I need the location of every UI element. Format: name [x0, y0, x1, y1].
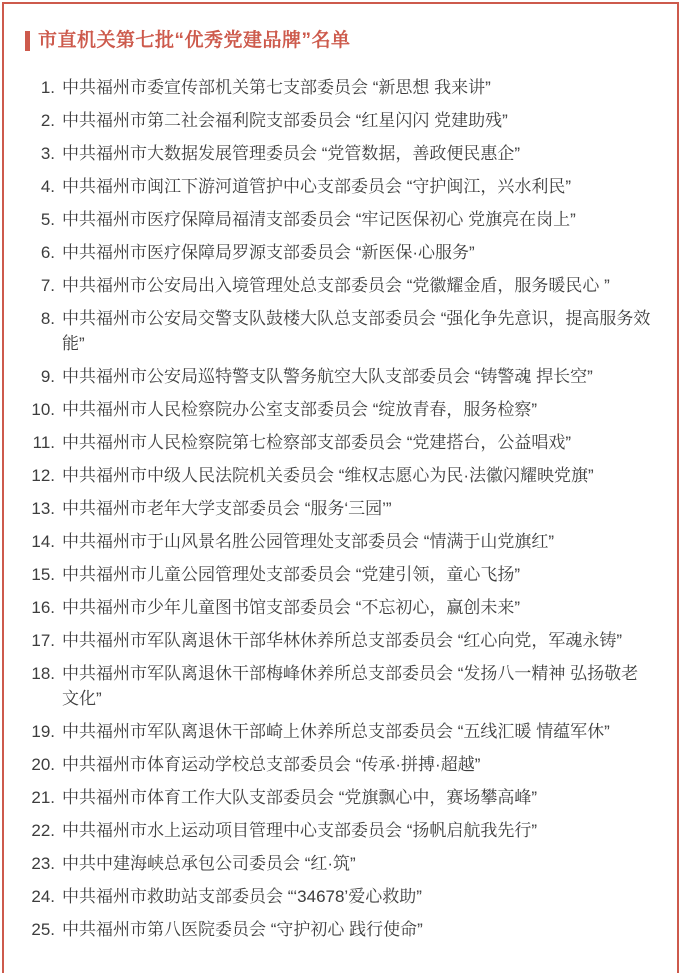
- list-item: [18, 397, 651, 422]
- item-text: 中共福州市少年儿童图书馆支部委员会 “不忘初心，赢创未来”: [62, 598, 521, 617]
- list-item: [18, 595, 651, 620]
- item-number: 13.: [31, 499, 55, 518]
- title-accent-bar-icon: [25, 31, 30, 51]
- list-item: [18, 207, 651, 232]
- item-number: 19.: [31, 722, 55, 741]
- item-text: 中共福州市军队离退休干部崎上休养所总支部委员会 “五线汇暖 情蕴军休”: [62, 722, 610, 741]
- list-item: [18, 628, 651, 653]
- item-text: 中共福州市第二社会福利院支部委员会 “红星闪闪 党建助残”: [62, 111, 508, 130]
- item-number: 25.: [31, 920, 55, 939]
- item-number: 6.: [40, 243, 55, 262]
- item-number: 11.: [32, 433, 55, 452]
- item-number: 16.: [31, 598, 55, 617]
- item-number: 5.: [40, 210, 55, 229]
- item-number: 24.: [31, 887, 55, 906]
- list-item: [18, 884, 651, 909]
- item-text: 中共福州市体育运动学校总支部委员会 “传承·拼搏·超越”: [62, 755, 481, 774]
- list-item: [18, 141, 651, 166]
- item-number: 17.: [31, 631, 55, 650]
- list-item: [18, 529, 651, 554]
- item-number: 14.: [31, 532, 55, 551]
- list-item: [18, 174, 651, 199]
- item-text: 中共福州市儿童公园管理处支部委员会 “党建引领，童心飞扬”: [62, 565, 521, 584]
- brand-list: [4, 75, 677, 942]
- item-text: 中共福州市第八医院委员会 “守护初心 践行使命”: [62, 920, 423, 939]
- list-item: [18, 752, 651, 777]
- item-number: 1.: [40, 78, 55, 97]
- item-number: 7.: [40, 276, 55, 295]
- item-text: 中共福州市于山风景名胜公园管理处支部委员会 “情满于山党旗红”: [62, 532, 555, 551]
- list-item: [18, 108, 651, 133]
- list-item: [18, 430, 651, 455]
- list-item: [18, 496, 651, 521]
- item-text: 中共中建海峡总承包公司委员会 “红·筑”: [62, 854, 356, 873]
- item-text: 中共福州市公安局巡特警支队警务航空大队支部委员会 “铸警魂 捍长空”: [62, 367, 593, 386]
- item-text: 中共福州市人民检察院办公室支部委员会 “绽放青春，服务检察”: [62, 400, 538, 419]
- item-number: 4.: [40, 177, 55, 196]
- list-item: [18, 562, 651, 587]
- list-item: [18, 661, 651, 711]
- item-number: 3.: [40, 144, 55, 163]
- item-text: 中共福州市闽江下游河道管护中心支部委员会 “守护闽江，兴水利民”: [62, 177, 572, 196]
- item-number: 20.: [31, 755, 55, 774]
- item-text: 中共福州市军队离退休干部华林休养所总支部委员会 “红心向党，军魂永铸”: [62, 631, 623, 650]
- item-number: 12.: [31, 466, 55, 485]
- item-text: 中共福州市大数据发展管理委员会 “党管数据，善政便民惠企”: [62, 144, 521, 163]
- list-item: [18, 917, 651, 942]
- doc-header: [25, 30, 677, 52]
- list-item: [18, 818, 651, 843]
- page-title: 市直机关第七批“优秀党建品牌”名单: [38, 30, 351, 51]
- item-number: 2.: [40, 111, 55, 130]
- item-number: 9.: [40, 367, 55, 386]
- item-text: 中共福州市人民检察院第七检察部支部委员会 “党建搭台，公益唱戏”: [62, 433, 572, 452]
- list-item: [18, 463, 651, 488]
- list-item: [18, 273, 651, 298]
- item-text: 中共福州市水上运动项目管理中心支部委员会 “扬帆启航我先行”: [62, 821, 538, 840]
- item-number: 22.: [31, 821, 55, 840]
- document-page: [2, 2, 679, 973]
- item-text: 中共福州市医疗保障局福清支部委员会 “牢记医保初心 党旗亮在岗上”: [62, 210, 576, 229]
- item-number: 23.: [31, 854, 55, 873]
- item-number: 15.: [31, 565, 55, 584]
- item-text: 中共福州市救助站支部委员会 “‘34678’爱心救助”: [62, 887, 422, 906]
- item-text: 中共福州市医疗保障局罗源支部委员会 “新医保·心服务”: [62, 243, 475, 262]
- list-item: [18, 785, 651, 810]
- list-item: [18, 75, 651, 100]
- item-text: 中共福州市公安局出入境管理处总支部委员会 “党徽耀金盾，服务暖民心 ”: [62, 276, 610, 295]
- list-item: [18, 240, 651, 265]
- item-text: 中共福州市中级人民法院机关委员会 “维权志愿心为民·法徽闪耀映党旗”: [62, 466, 594, 485]
- item-text: 中共福州市公安局交警支队鼓楼大队总支部委员会 “强化争先意识，提高服务效能”: [62, 309, 651, 353]
- item-text: 中共福州市老年大学支部委员会 “服务‘三园’”: [62, 499, 392, 518]
- list-item: [18, 719, 651, 744]
- list-item: [18, 851, 651, 876]
- item-text: 中共福州市委宣传部机关第七支部委员会 “新思想 我来讲”: [62, 78, 491, 97]
- item-number: 18.: [31, 664, 55, 683]
- item-text: 中共福州市体育工作大队支部委员会 “党旗飘心中，赛场攀高峰”: [62, 788, 538, 807]
- list-item: [18, 364, 651, 389]
- item-number: 10.: [31, 400, 55, 419]
- item-text: 中共福州市军队离退休干部梅峰休养所总支部委员会 “发扬八一精神 弘扬敬老文化”: [62, 664, 639, 708]
- item-number: 21.: [31, 788, 55, 807]
- item-number: 8.: [40, 309, 55, 328]
- list-item: [18, 306, 651, 356]
